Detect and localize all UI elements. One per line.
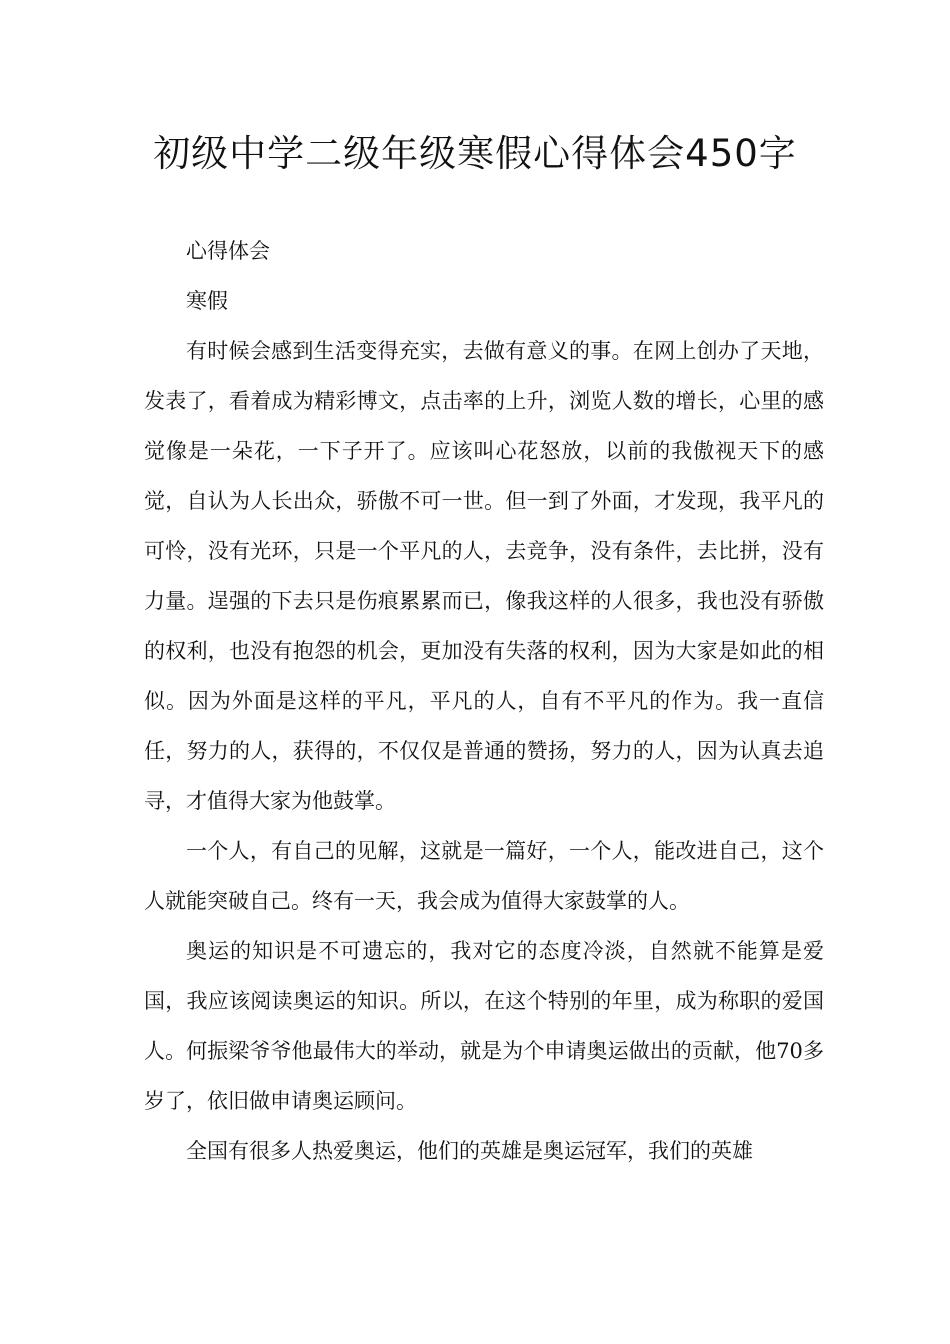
paragraph: 有时候会感到生活变得充实，去做有意义的事。在网上创办了天地，发表了，看着成为精彩博文，点击率的上升，浏览人数的增长，心里的感觉像是一朵花，一下子开了。应该叫心花怒放，以前的我傲视天下的感觉，自认为人长出众，骄傲不可一世。但一到了外面，才发现，我平凡的可怜，没有光环，只是一个平凡的人，去竞争，没有条件，去比拼，没有力量。逞强的下去只是伤痕累累而已，像我这样的人很多，我也没有骄傲的权利，也没有抱怨的机会，更加没有失落的权利，因为大家是如此的相似。因为外面是这样的平凡，平凡的人，自有不平凡的作为。我一直信任，努力的人，获得的，不仅仅是普通的赞扬，努力的人，因为认真去追寻，才值得大家为他鼓掌。	[144, 339, 824, 813]
paragraph: 一个人，有自己的见解，这就是一篇好，一个人，能改进自己，这个人就能突破自己。终有一天，我会成为值得大家鼓掌的人。	[144, 839, 824, 913]
paragraph: 奥运的知识是不可遗忘的，我对它的态度冷淡，自然就不能算是爱国，我应该阅读奥运的知识。所以，在这个特别的年里，成为称职的爱国人。何振梁爷爷他最伟大的举动，就是为个申请奥运做出的贡献，他70多岁了，依旧做申请奥运顾问。	[144, 939, 824, 1113]
document-title: 初级中学二级年级寒假心得体会450字	[153, 132, 797, 175]
document-body	[144, 226, 824, 1176]
paragraph: 全国有很多人热爱奥运，他们的英雄是奥运冠军，我们的英雄	[186, 1139, 753, 1163]
paragraph-heading-1: 心得体会	[186, 239, 270, 263]
paragraph-heading-2: 寒假	[186, 289, 228, 313]
